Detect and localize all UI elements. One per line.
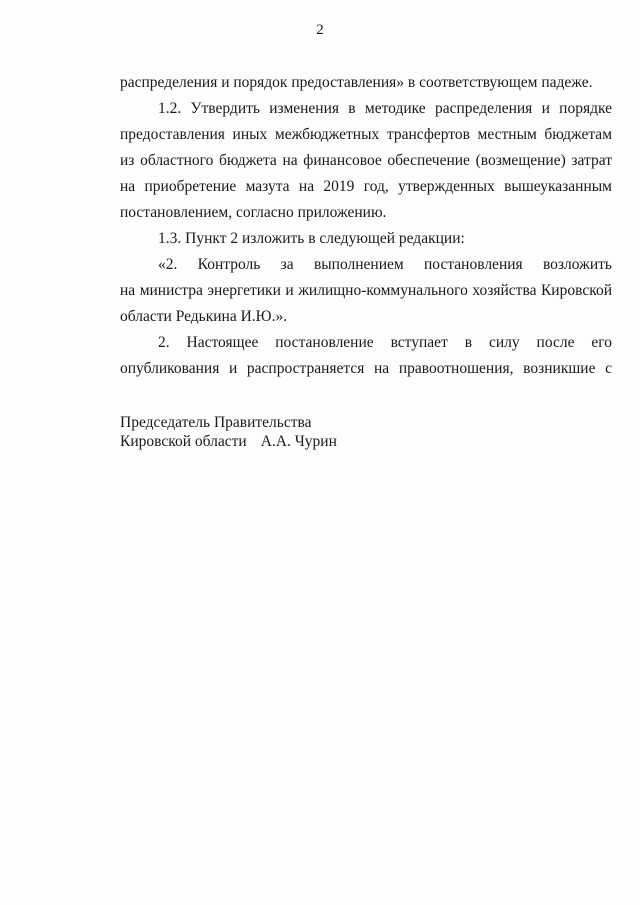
text-line: на приобретение мазута на 2019 год, утвержденных вышеуказанным	[120, 178, 612, 195]
document-body	[120, 70, 612, 382]
text-line: из областного бюджета на финансовое обеспечение (возмещение) затрат	[120, 152, 612, 169]
text-line: предоставления иных межбюджетных трансфертов местным бюджетам	[120, 126, 612, 143]
signatory-region-row	[120, 432, 337, 451]
signatory-title: Председатель Правительства	[120, 414, 312, 431]
text-line-item-1-3: 1.3. Пункт 2 изложить в следующей редакции:	[158, 230, 465, 247]
text-line-quote: «2. Контроль за выполнением постановления возложить	[158, 256, 612, 273]
text-line: постановлением, согласно приложению.	[120, 204, 387, 221]
text-line-item-2: 2. Настоящее постановление вступает в силу после его	[158, 334, 612, 351]
text-line: на министра энергетики и жилищно-коммунального хозяйства Кировской	[120, 282, 612, 299]
page-number: 2	[316, 22, 324, 38]
text-line-item-1-2: 1.2. Утвердить изменения в методике распределения и порядке	[158, 100, 612, 117]
text-line: распределения и порядок предоставления» в соответствующем падеже.	[120, 74, 593, 91]
signatory-name: А.А. Чурин	[260, 433, 337, 450]
text-line: области Редькина И.Ю.».	[120, 308, 288, 325]
signatory-region: Кировской области	[120, 433, 247, 450]
text-line: опубликования и распространяется на правоотношения, возникшие с	[120, 360, 612, 377]
signature-block	[120, 413, 337, 451]
